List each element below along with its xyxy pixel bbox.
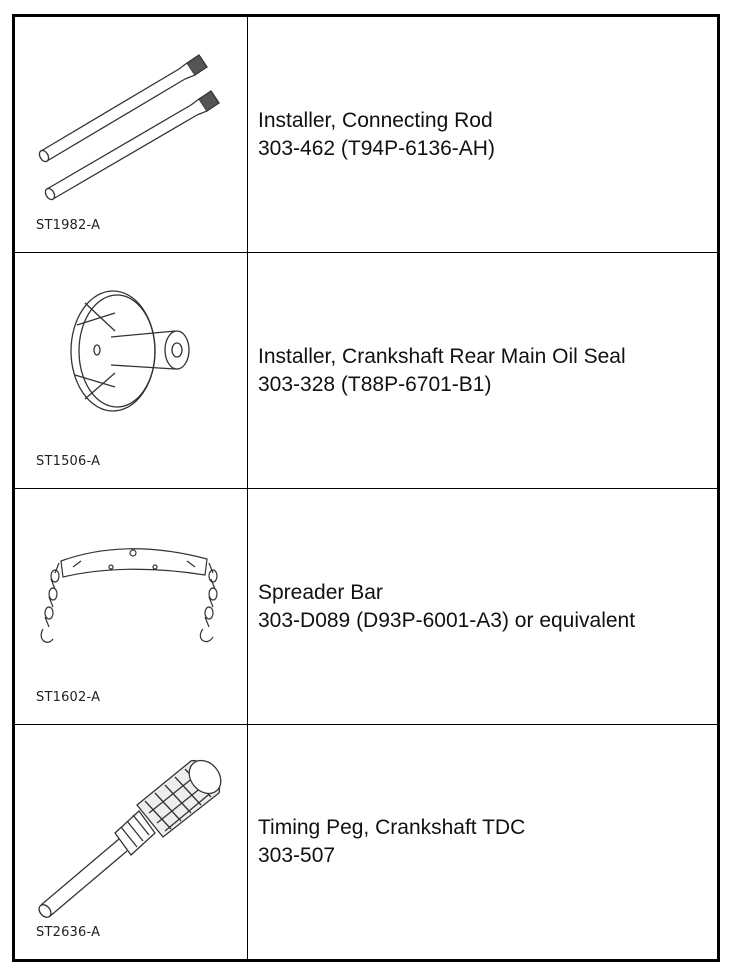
tool-part-number: 303-462 (T94P-6136-AH) xyxy=(258,136,495,160)
figure-id: ST1602-A xyxy=(36,690,101,705)
tool-part-number: 303-507 xyxy=(258,844,336,867)
tool-row xyxy=(15,725,717,959)
connecting-rod-installer-icon xyxy=(15,17,247,251)
tool-name: Timing Peg, Crankshaft TDC xyxy=(258,816,526,839)
spreader-bar-icon xyxy=(15,489,247,723)
tool-description-cell xyxy=(248,489,717,724)
tool-row xyxy=(15,253,717,489)
figure-id: ST2636-A xyxy=(36,925,101,940)
tool-part-number: 303-328 (T88P-6701-B1) xyxy=(258,372,492,396)
rear-main-oil-seal-installer-icon xyxy=(15,253,247,487)
tool-row xyxy=(15,17,717,253)
tool-description-cell xyxy=(248,253,717,488)
tool-name: Installer, Crankshaft Rear Main Oil Seal xyxy=(258,344,626,368)
tool-part-number: 303-D089 (D93P-6001-A3) or equivalent xyxy=(258,608,636,632)
tool-description-cell xyxy=(248,725,717,959)
timing-peg-icon xyxy=(15,725,247,957)
tool-description-cell xyxy=(248,17,717,252)
tool-illustration-cell xyxy=(15,17,248,252)
tool-illustration-cell xyxy=(15,725,248,959)
tool-illustration-cell xyxy=(15,253,248,488)
figure-id: ST1982-A xyxy=(36,218,101,233)
tool-illustration-cell xyxy=(15,489,248,724)
figure-id: ST1506-A xyxy=(36,454,101,469)
tool-name: Spreader Bar xyxy=(258,580,383,604)
special-tools-table xyxy=(12,14,720,962)
tool-name: Installer, Connecting Rod xyxy=(258,108,493,132)
tool-row xyxy=(15,489,717,725)
